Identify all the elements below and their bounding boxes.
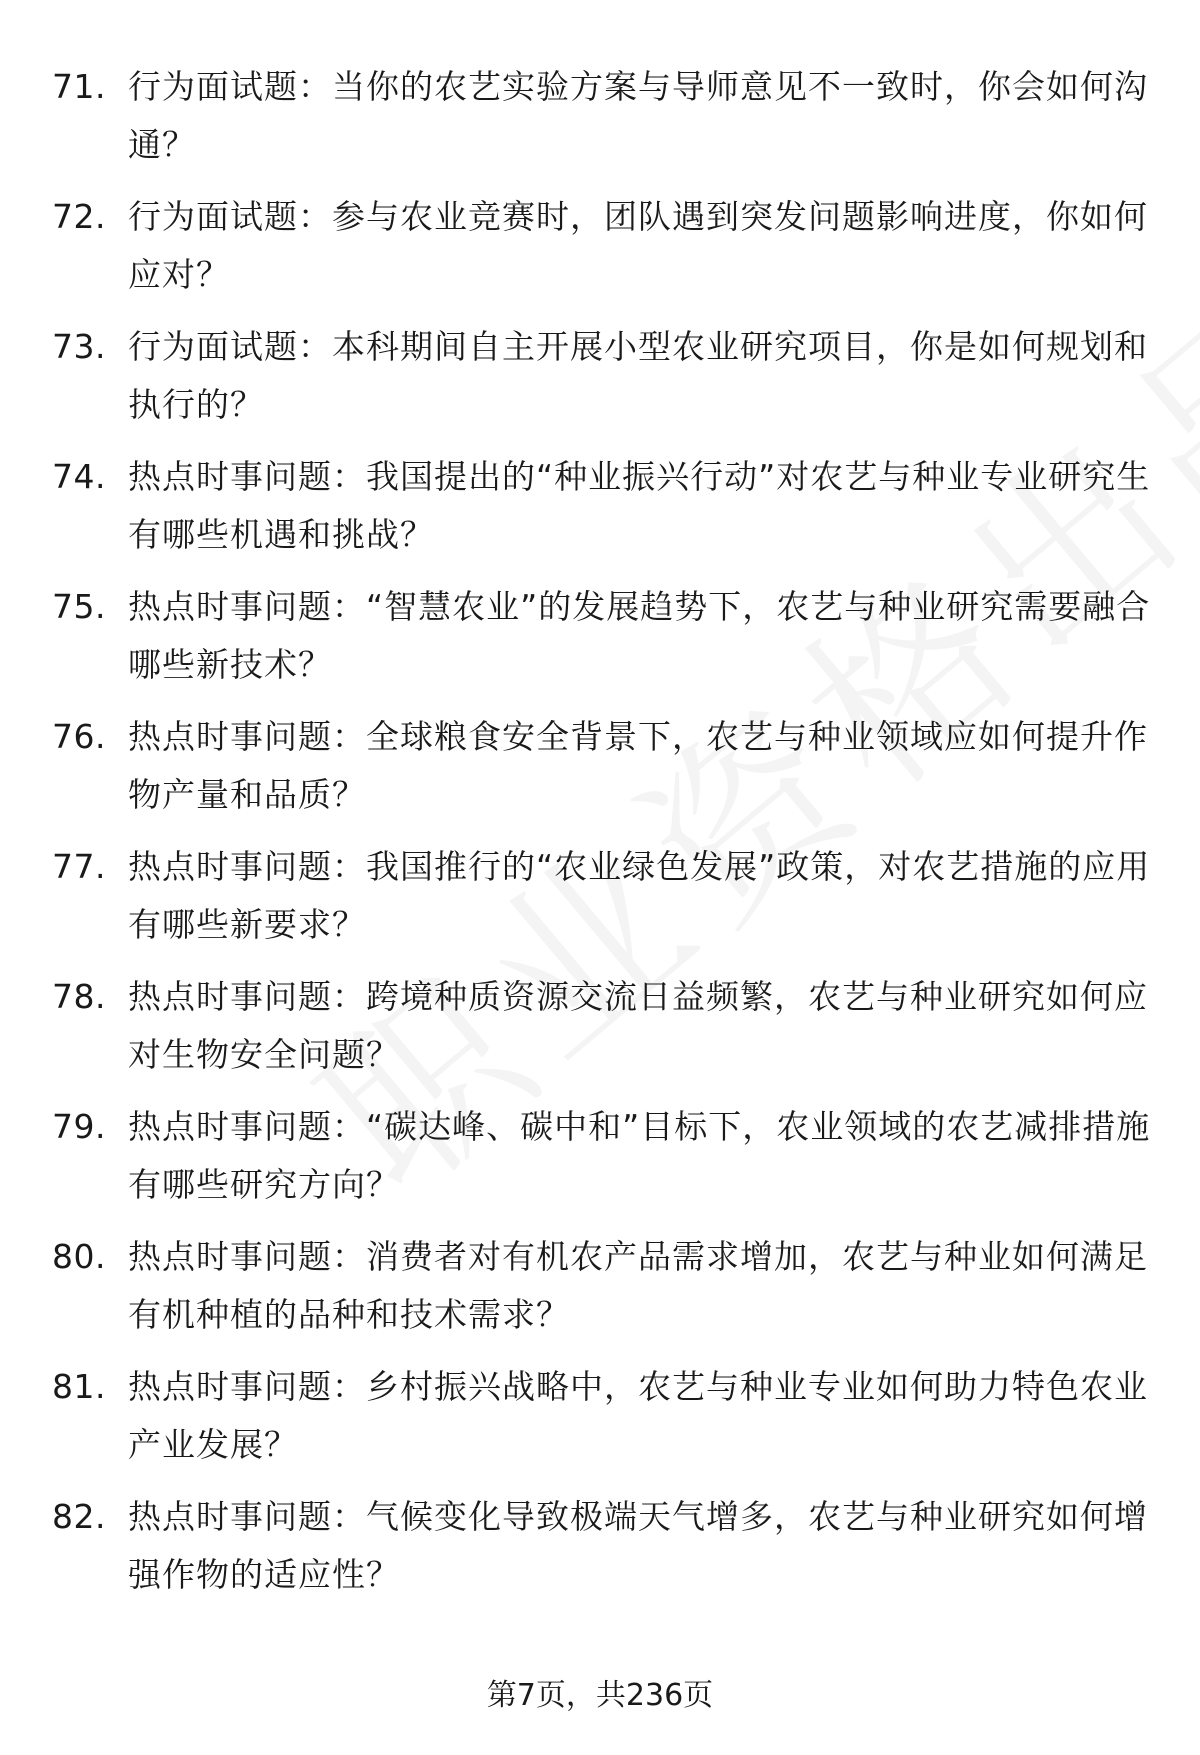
question-text: 热点时事问题：我国推行的“农业绿色发展”政策，对农艺措施的应用有哪些新要求？ xyxy=(128,847,1151,944)
question-item-80 xyxy=(52,1228,1152,1358)
question-number: 71. xyxy=(52,67,106,106)
question-list xyxy=(52,58,1152,1618)
question-item-75 xyxy=(52,578,1152,708)
question-item-73 xyxy=(52,318,1152,448)
question-number: 78. xyxy=(52,977,106,1016)
page-number-label: 第7页，共236页 xyxy=(486,1678,714,1713)
question-item-78 xyxy=(52,968,1152,1098)
question-item-79 xyxy=(52,1098,1152,1228)
question-item-76 xyxy=(52,708,1152,838)
question-text: 行为面试题：本科期间自主开展小型农业研究项目，你是如何规划和执行的？ xyxy=(128,327,1148,424)
question-number: 73. xyxy=(52,327,106,366)
question-text: 热点时事问题：全球粮食安全背景下，农艺与种业领域应如何提升作物产量和品质？ xyxy=(128,717,1148,814)
question-number: 80. xyxy=(52,1237,106,1276)
question-item-74 xyxy=(52,448,1152,578)
question-number: 75. xyxy=(52,587,106,626)
question-text: 热点时事问题：乡村振兴战略中，农艺与种业专业如何助力特色农业产业发展？ xyxy=(128,1367,1148,1464)
page-footer xyxy=(0,1676,1200,1716)
question-number: 77. xyxy=(52,847,106,886)
question-text: 热点时事问题：“碳达峰、碳中和”目标下，农业领域的农艺减排措施有哪些研究方向？ xyxy=(128,1107,1151,1204)
question-item-72 xyxy=(52,188,1152,318)
question-number: 76. xyxy=(52,717,106,756)
question-text: 热点时事问题：气候变化导致极端天气增多，农艺与种业研究如何增强作物的适应性？ xyxy=(128,1497,1148,1594)
question-item-77 xyxy=(52,838,1152,968)
question-number: 79. xyxy=(52,1107,106,1146)
question-item-81 xyxy=(52,1358,1152,1488)
question-text: 热点时事问题：“智慧农业”的发展趋势下，农艺与种业研究需要融合哪些新技术？ xyxy=(128,587,1151,684)
question-text: 热点时事问题：消费者对有机农产品需求增加，农艺与种业如何满足有机种植的品种和技术需求？ xyxy=(128,1237,1148,1334)
question-item-71 xyxy=(52,58,1152,188)
question-number: 72. xyxy=(52,197,106,236)
question-text: 行为面试题：参与农业竞赛时，团队遇到突发问题影响进度，你如何应对？ xyxy=(128,197,1148,294)
question-text: 热点时事问题：我国提出的“种业振兴行动”对农艺与种业专业研究生有哪些机遇和挑战？ xyxy=(128,457,1151,554)
question-number: 81. xyxy=(52,1367,106,1406)
question-item-82 xyxy=(52,1488,1152,1618)
question-number: 74. xyxy=(52,457,106,496)
question-text: 行为面试题：当你的农艺实验方案与导师意见不一致时，你会如何沟通？ xyxy=(128,67,1148,164)
question-text: 热点时事问题：跨境种质资源交流日益频繁，农艺与种业研究如何应对生物安全问题？ xyxy=(128,977,1148,1074)
question-number: 82. xyxy=(52,1497,106,1536)
